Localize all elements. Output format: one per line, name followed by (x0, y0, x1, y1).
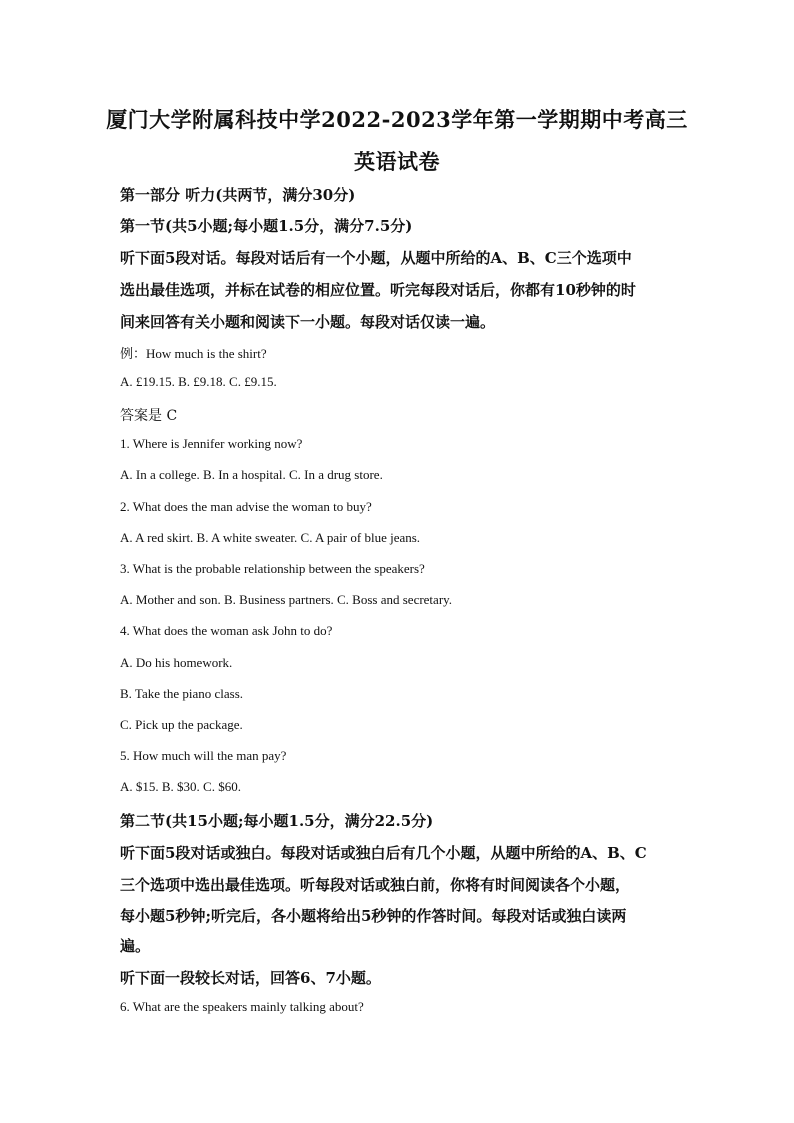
section1-instruction-line: 选出最佳选项，并标在试卷的相应位置。听完每段对话后，你都有10秒钟的时 (120, 281, 636, 299)
question-4-option-c: C. Pick up the package. (120, 717, 243, 732)
example-question: 例：How much is the shirt? (120, 346, 267, 361)
question-5-options: A. $15. B. $30. C. $60. (120, 779, 241, 794)
question-6: 6. What are the speakers mainly talking about? (120, 999, 364, 1014)
example-options: A. £19.15. B. £9.18. C. £9.15. (120, 374, 277, 389)
section1-instruction-line: 间来回答有关小题和阅读下一小题。每段对话仅读一遍。 (120, 313, 496, 331)
exam-title-line2: 英语试卷 (354, 149, 440, 174)
section1-instruction-line: 听下面5段对话。每段对话后有一个小题，从题中所给的A、B、C三个选项中 (120, 249, 632, 267)
section2-instruction-line: 遍。 (120, 937, 151, 955)
question-1: 1. Where is Jennifer working now? (120, 436, 303, 451)
section2-instruction-line: 听下面5段对话或独白。每段对话或独白后有几个小题，从题中所给的A、B、C (120, 844, 647, 862)
part1-heading: 第一部分 听力(共两节，满分30分) (120, 186, 356, 204)
section2-sub-heading: 听下面一段较长对话，回答6、7小题。 (120, 969, 381, 987)
exam-title-line1: 厦门大学附属科技中学2022-2023学年第一学期期中考高三 (106, 107, 688, 132)
section1-heading: 第一节(共5小题;每小题1.5分，满分7.5分) (120, 217, 413, 235)
question-4-option-b: B. Take the piano class. (120, 686, 244, 701)
section2-heading: 第二节(共15小题;每小题1.5分，满分22.5分) (120, 812, 434, 830)
example-answer: 答案是 C (120, 408, 178, 424)
question-3-options: A. Mother and son. B. Business partners. C. Boss and secretary. (120, 592, 453, 607)
question-1-options: A. In a college. B. In a hospital. C. In a drug store. (120, 467, 383, 482)
question-2: 2. What does the man advise the woman to buy? (120, 499, 372, 514)
question-4: 4. What does the woman ask John to do? (120, 623, 333, 638)
question-5: 5. How much will the man pay? (120, 748, 287, 763)
section2-instruction-line: 每小题5秒钟;听完后，各小题将给出5秒钟的作答时间。每段对话或独白读两 (120, 907, 627, 925)
question-3: 3. What is the probable relationship between the speakers? (120, 561, 425, 576)
question-2-options: A. A red skirt. B. A white sweater. C. A pair of blue jeans. (120, 530, 421, 545)
section2-instruction-line: 三个选项中选出最佳选项。听每段对话或独白前，你将有时间阅读各个小题， (120, 876, 631, 894)
question-4-option-a: A. Do his homework. (120, 655, 233, 670)
